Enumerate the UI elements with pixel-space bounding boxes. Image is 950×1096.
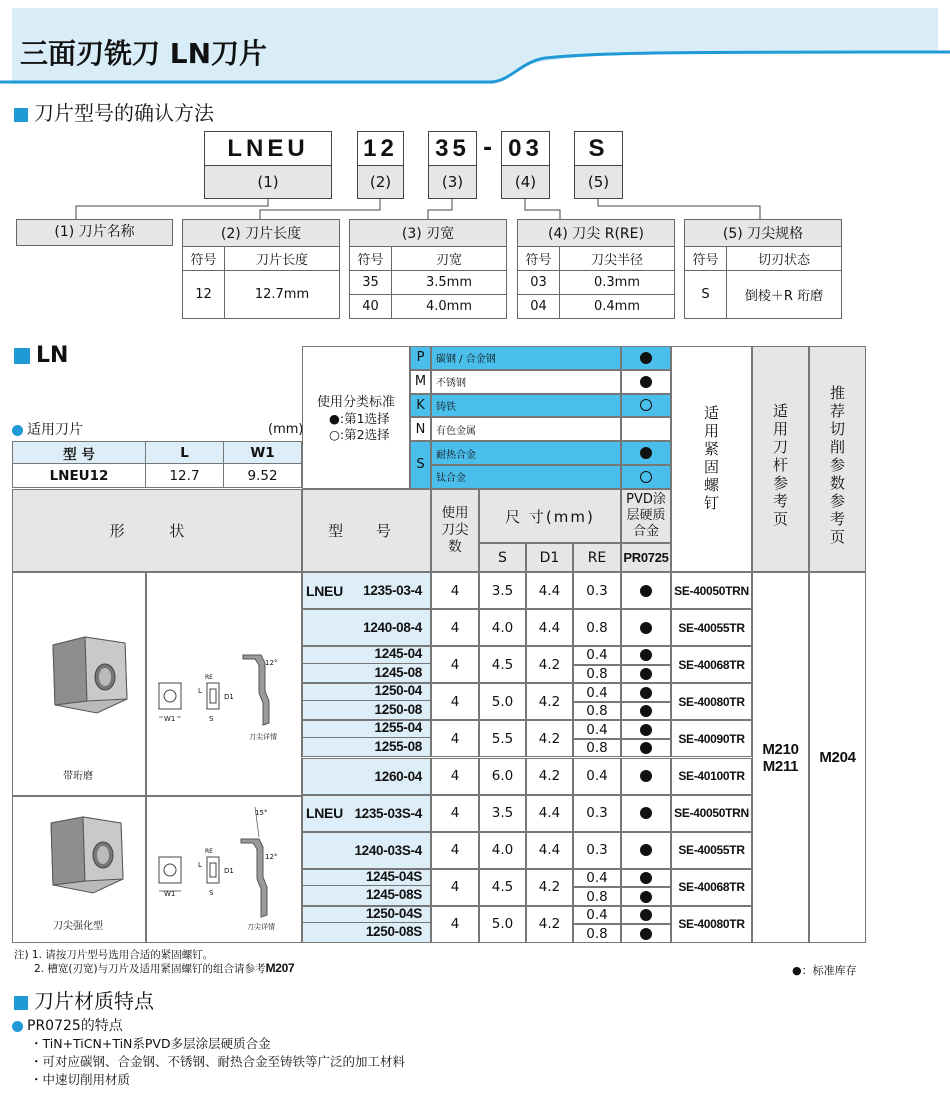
stock-dot-icon [640,891,652,903]
grade-features-title: PR0725的特点 [12,1015,123,1035]
dim-s-cell: 3.5 [479,572,526,609]
shape-cell-reinforced [12,796,146,943]
material-code: N [410,417,431,441]
model-cell: 1240-03S-4 [302,832,431,869]
model-prefix: LNEU [306,805,343,822]
table-cutting-width: (3) 刃宽 符号 刃宽 35 3.5mm 40 4.0mm [349,219,507,319]
stock-cell [621,906,671,925]
material-name: 铸铁 [431,394,621,418]
stock-cell [621,924,671,943]
corners-cell: 4 [431,609,479,646]
corners-cell: 4 [431,869,479,906]
dim-d1-cell: 4.2 [526,646,573,683]
material-mark [621,346,671,370]
dim-re-cell: 0.8 [573,739,621,758]
dim-d1-cell: 4.4 [526,795,573,832]
dim-d1-cell: 4.2 [526,869,573,906]
svg-text:RE: RE [205,674,213,681]
svg-text:12°: 12° [265,659,278,667]
applicable-insert-table: 型 号 L W1 LNEU12 12.7 9.52 [12,441,302,488]
svg-text:12°: 12° [265,853,278,861]
note-1: 注) 1. 请按刀片型号选用合适的紧固螺钉。 [14,949,214,961]
model-cell: 1240-08-4 [302,609,431,646]
stock-cell [621,572,671,609]
code-box: 12 (2) [357,131,404,199]
dim-s-header: S [479,543,526,572]
svg-text:W1: W1 [164,715,176,723]
code-box: S (5) [574,131,623,199]
shape-cell-honed [12,572,146,796]
corners-cell: 4 [431,683,479,720]
screw-cell: SE-40100TR [671,758,752,795]
model-code: 1235-03-4 [363,583,422,599]
screw-cell: SE-40090TR [671,720,752,757]
stock-dot-icon [640,687,652,699]
dim-re-cell: 0.8 [573,702,621,721]
stock-dot-icon [640,585,652,597]
dim-re-cell: 0.4 [573,758,621,795]
stock-dot-icon [640,622,652,634]
stock-dot-icon [640,872,652,884]
list-item: ・可对应碳钢、合金钢、不锈钢、耐热合金至铸铁等广泛的加工材料 [30,1054,406,1069]
stock-cell [621,665,671,684]
model-code: 1245-04 [302,645,430,664]
grade-features-list [30,1035,405,1089]
dim-s-cell: 4.0 [479,832,526,869]
stock-cell [621,702,671,721]
circle-bullet-icon [12,425,23,436]
dim-re-cell: 0.3 [573,832,621,869]
dim-d1-header: D1 [526,543,573,572]
dim-d1-cell: 4.2 [526,758,573,795]
stock-cell [621,720,671,739]
dimensions-header: 尺 寸(mm) [479,489,621,543]
dim-re-cell: 0.4 [573,646,621,665]
square-bullet-icon [14,348,30,364]
dim-re-cell: 0.3 [573,795,621,832]
corners-cell: 4 [431,572,479,609]
svg-text:L: L [198,861,202,869]
table-insert-length: (2) 刀片长度 符号 刀片长度 12 12.7mm [182,219,340,319]
dim-re-cell: 0.8 [573,609,621,646]
material-name: 碳钢 / 合金钢 [431,346,621,370]
screw-cell: SE-40080TR [671,683,752,720]
model-header: 型 号 [302,489,431,572]
second-choice-circle-icon [640,399,652,411]
model-code: 1235-03S-4 [354,805,422,821]
dim-d1-cell: 4.2 [526,720,573,757]
stock-cell [621,887,671,906]
screw-cell: SE-40050TRN [671,572,752,609]
corners-cell: 4 [431,720,479,757]
model-prefix: LNEU [306,582,343,599]
dim-re-cell: 0.3 [573,572,621,609]
drawing-cell-reinforced [146,796,302,943]
model-code: 1250-08S [365,924,422,940]
dim-re-cell: 0.8 [573,665,621,684]
connector-lines [0,196,950,220]
section-heading-material: 刀片材质特点 [14,985,154,1014]
page-title: 三面刃铣刀 LN刀片 [20,37,268,70]
svg-text:D1: D1 [224,867,234,875]
list-item: ・TiN+TiCN+TiN系PVD多层涂层硬质合金 [30,1036,271,1051]
insert-honed-illustration [13,573,145,773]
stock-cell [621,646,671,665]
svg-text:S: S [209,715,214,723]
table-edge-spec: (5) 刀尖规格 符号 切刃状态 S 倒棱＋R 珩磨 [684,219,842,319]
box-insert-name: (1) 刀片名称 [16,219,173,246]
stock-cell [621,758,671,795]
first-choice-dot-icon [640,447,652,459]
material-code: M [410,370,431,394]
svg-text:刀尖详情: 刀尖详情 [249,733,277,741]
model-cell [302,720,431,757]
material-name: 钛合金 [431,465,621,489]
stock-cell [621,832,671,869]
dim-re-cell: 0.4 [573,869,621,888]
shape-label-reinforced: 刀尖强化型 [53,921,103,932]
stock-legend: ●：标准库存 [792,964,857,977]
model-cell [302,906,431,943]
stock-dot-icon [640,705,652,717]
insert-drawing-honed [147,573,301,795]
model-cell [302,683,431,720]
dim-d1-cell: 4.4 [526,832,573,869]
stock-cell [621,609,671,646]
screw-cell: SE-40080TR [671,906,752,943]
screw-cell: SE-40055TR [671,832,752,869]
model-code: 1245-04S [302,868,430,887]
material-code: S [410,441,431,489]
dim-s-cell: 4.5 [479,869,526,906]
dim-re-cell: 0.4 [573,906,621,925]
dim-d1-cell: 4.2 [526,906,573,943]
table-corner-radius: (4) 刀尖 R(RE) 符号 刀尖半径 03 0.3mm 04 0.4mm [517,219,675,319]
screw-cell: SE-40055TR [671,609,752,646]
code-dash: - [483,136,493,161]
dim-re-cell: 0.8 [573,924,621,943]
material-mark [621,441,671,465]
screw-cell: SE-40068TR [671,869,752,906]
unit-label: (mm) [268,422,304,437]
corners-cell: 4 [431,795,479,832]
grade-header: PR0725 [621,543,671,572]
holder-pages: M210 M211 [752,572,809,943]
dim-s-cell: 3.5 [479,795,526,832]
second-choice-circle-icon [640,471,652,483]
svg-text:W1: W1 [164,890,176,898]
insert-reinforced-illustration [13,797,145,927]
material-mark [621,417,671,441]
stock-cell [621,795,671,832]
svg-text:RE: RE [205,848,213,855]
model-code: 1250-08 [374,701,422,717]
model-code: 1255-04 [302,719,430,738]
usage-legend: 使用分类标准 ●:第1选择 ○:第2选择 [302,346,410,489]
params-page: M204 [809,572,866,943]
stock-dot-icon [640,807,652,819]
model-cell: 1260-04 [302,758,431,795]
model-code: 1250-04 [302,682,430,701]
dim-s-cell: 6.0 [479,758,526,795]
params-column-header: 推荐切削参数参考页 [809,346,866,572]
svg-text:刀尖详情: 刀尖详情 [247,923,275,931]
stock-cell [621,683,671,702]
model-code: 1250-04S [302,905,430,924]
circle-bullet-icon [12,1021,23,1032]
stock-cell [621,869,671,888]
square-bullet-icon [14,996,28,1010]
material-mark [621,465,671,489]
svg-text:S: S [209,889,214,897]
model-cell [302,869,431,906]
dim-s-cell: 5.0 [479,906,526,943]
model-code: 1245-08S [365,887,422,903]
svg-text:15°: 15° [255,809,268,817]
model-cell [302,795,431,832]
drawing-cell-honed [146,572,302,796]
stock-dot-icon [640,770,652,782]
material-name: 耐热合金 [431,441,621,465]
dim-d1-cell: 4.4 [526,572,573,609]
note-2: 2. 槽宽(刃宽)与刀片及适用紧固螺钉的组合请参考M207 [34,961,295,975]
screw-column-header: 适用紧固螺钉 [671,346,752,572]
dim-re-header: RE [573,543,621,572]
dim-s-cell: 5.0 [479,683,526,720]
model-cell [302,646,431,683]
dim-s-cell: 4.5 [479,646,526,683]
section-heading-model: 刀片型号的确认方法 [14,97,214,126]
insert-drawing-reinforced [147,797,301,942]
material-code: K [410,394,431,418]
model-code: 1255-08 [374,738,422,754]
stock-dot-icon [640,724,652,736]
model-cell [302,572,431,609]
material-name: 不锈钢 [431,370,621,394]
dim-s-cell: 5.5 [479,720,526,757]
material-name: 有色金属 [431,417,621,441]
stock-dot-icon [640,742,652,754]
list-item: ・中速切削用材质 [30,1072,131,1087]
screw-cell: SE-40068TR [671,646,752,683]
dim-re-cell: 0.4 [573,720,621,739]
model-code: 1245-08 [374,664,422,680]
svg-text:L: L [198,687,202,695]
corners-header: 使用刀尖数 [431,489,479,572]
code-box: LNEU (1) [204,131,332,199]
screw-cell: SE-40050TRN [671,795,752,832]
corners-cell: 4 [431,646,479,683]
corners-cell: 4 [431,758,479,795]
dim-re-cell: 0.4 [573,683,621,702]
first-choice-dot-icon [640,352,652,364]
holder-column-header: 适用刀杆参考页 [752,346,809,572]
dim-re-cell: 0.8 [573,887,621,906]
pvd-header: PVD涂层硬质合金 [621,489,671,543]
svg-text:D1: D1 [224,693,234,701]
code-box: 35 (3) [428,131,477,199]
code-box: 03 (4) [501,131,550,199]
material-mark [621,370,671,394]
material-mark [621,394,671,418]
section-heading-ln: LN [14,343,68,368]
dim-s-cell: 4.0 [479,609,526,646]
stock-dot-icon [640,909,652,921]
stock-dot-icon [640,649,652,661]
material-code: P [410,346,431,370]
square-bullet-icon [14,108,28,122]
stock-dot-icon [640,668,652,680]
first-choice-dot-icon [640,376,652,388]
corners-cell: 4 [431,832,479,869]
shape-header: 形 状 [12,489,302,572]
applicable-insert-label: 适用刀片 [12,419,83,439]
corners-cell: 4 [431,906,479,943]
stock-cell [621,739,671,758]
stock-dot-icon [640,844,652,856]
shape-label-honed: 带珩磨 [63,771,93,782]
dim-d1-cell: 4.4 [526,609,573,646]
stock-dot-icon [640,928,652,940]
dim-d1-cell: 4.2 [526,683,573,720]
